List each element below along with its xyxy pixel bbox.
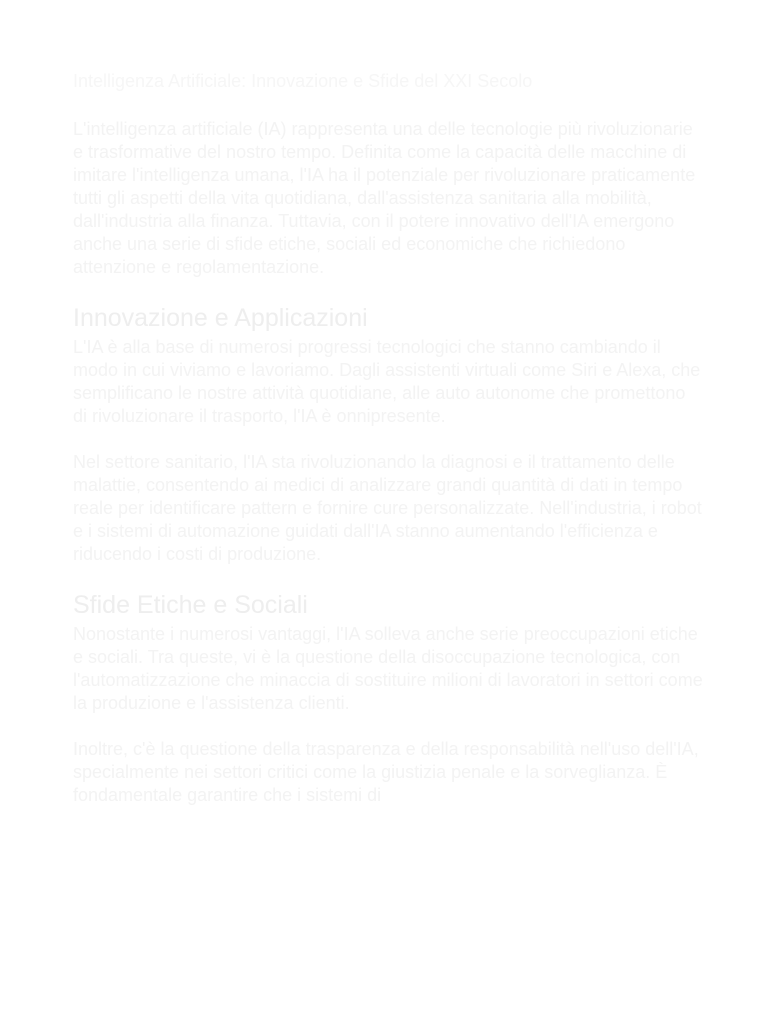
section-paragraph: Inoltre, c'è la questione della trasparenza e della responsabilità nell'uso dell'IA, specialmente nei settori critici come la giustizia penale e la sorveglianza. È fondamentale garantire che i sistemi di: [73, 739, 699, 805]
intro-paragraph: L'intelligenza artificiale (IA) rappresenta una delle tecnologie più rivoluzionarie e trasformative del nostro tempo. Definita come la capacità delle macchine di imitare l'intelligenza umana, l'IA ha il potenziale per rivoluzionare praticamente tutti gli aspetti della vita quotidiana, dall'assistenza sanitaria alla mobilità, dall'industria alla finanza. Tuttavia, con il potere innovativo dell'IA emergono anche una serie di sfide etiche, sociali ed economiche che richiedono attenzione e regolamentazione.: [73, 119, 696, 277]
section-paragraph: Nonostante i numerosi vantaggi, l'IA solleva anche serie preoccupazioni etiche e sociali. Tra queste, vi è la questione della disoccupazione tecnologica, con l'automatizzazione che minaccia di sostituire milioni di lavoratori in settori come la produzione e l'assistenza clienti.: [73, 624, 703, 713]
section-paragraph: Nel settore sanitario, l'IA sta rivoluzionando la diagnosi e il trattamento delle malattie, consentendo ai medici di analizzare grandi quantità di dati in tempo reale per identificare pattern e fornire cure personalizzate. Nell'industria, i robot e i sistemi di automazione guidati dall'IA stanno aumentando l'efficienza e riducendo i costi di produzione.: [73, 452, 702, 564]
section-heading-ethics: Sfide Etiche e Sociali: [73, 591, 308, 619]
document-title: Intelligenza Artificiale: Innovazione e Sfide del XXI Secolo: [73, 71, 533, 91]
section-paragraph: L'IA è alla base di numerosi progressi tecnologici che stanno cambiando il modo in cui viviamo e lavoriamo. Dagli assistenti virtuali come Siri e Alexa, che semplificano le nostre attività quotidiane, alle auto autonome che promettono di rivoluzionare il trasporto, l'IA è onnipresente.: [73, 337, 701, 426]
document-page: [73, 60, 703, 807]
section-heading-innovation: Innovazione e Applicazioni: [73, 304, 368, 332]
